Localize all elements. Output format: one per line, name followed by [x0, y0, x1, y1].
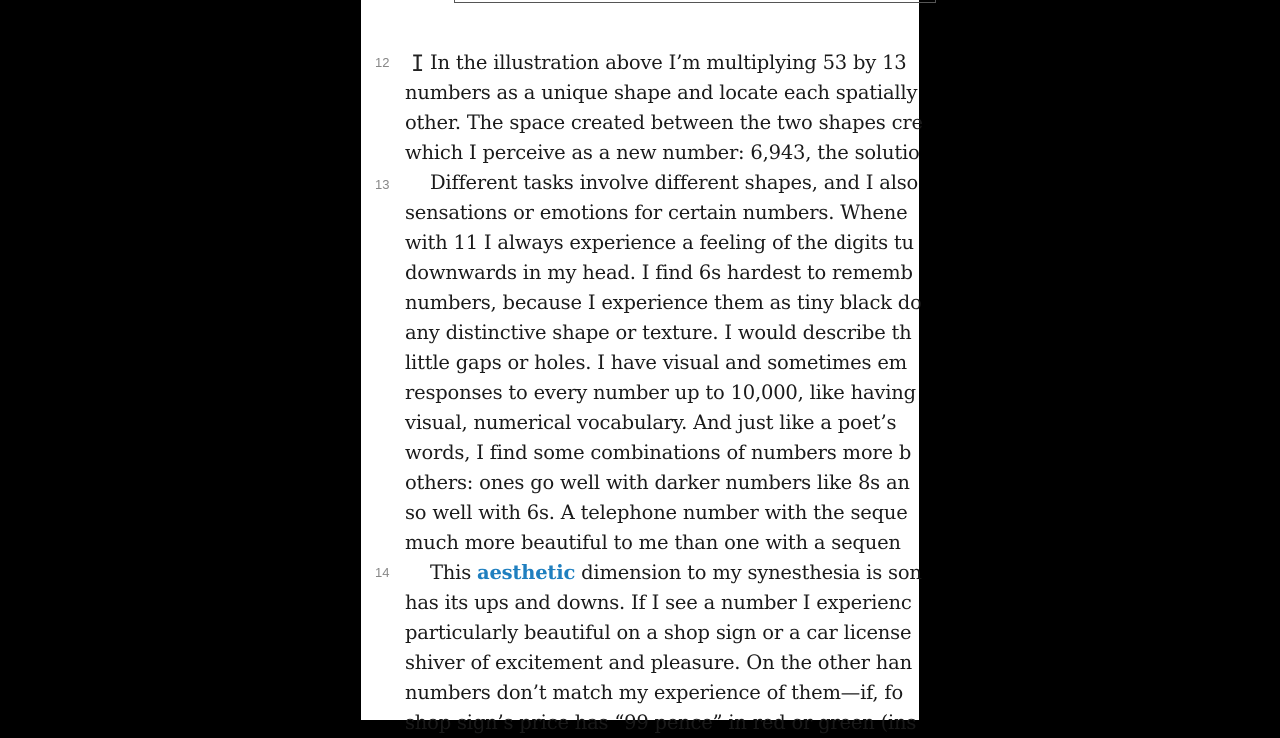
text-line: other. The space created between the two shapes cre — [405, 111, 923, 134]
text-line: has its ups and downs. If I see a number I experienc — [405, 591, 912, 614]
illustration-frame-bottom — [454, 0, 936, 3]
text-line: sensations or emotions for certain numbers. Whene — [405, 201, 908, 224]
text-line: with 11 I always experience a feeling of the digits tu — [405, 231, 914, 254]
text-line: Different tasks involve different shapes, and I also — [430, 171, 919, 194]
text-line: numbers, because I experience them as tiny black do — [405, 291, 922, 314]
text-line: little gaps or holes. I have visual and sometimes em — [405, 351, 907, 374]
text-line: In the illustration above I’m multiplying 53 by 13 — [430, 51, 907, 74]
text-line: words, I find some combinations of numbers more b — [405, 441, 912, 464]
text-segment: This — [430, 561, 478, 584]
ebook-page — [361, 0, 923, 734]
text-line: numbers as a unique shape and locate each spatially — [405, 81, 918, 104]
text-line: which I perceive as a new number: 6,943, the solutio — [405, 141, 920, 164]
text-line: any distinctive shape or texture. I would describe th — [405, 321, 912, 344]
text-line: particularly beautiful on a shop sign or a car license — [405, 621, 912, 644]
text-line — [430, 558, 922, 588]
text-line: responses to every number up to 10,000, like having — [405, 381, 916, 404]
text-line: visual, numerical vocabulary. And just like a poet’s — [405, 411, 897, 434]
paragraph-number: 13 — [375, 177, 390, 192]
text-line: much more beautiful to me than one with a sequen — [405, 531, 901, 554]
text-segment: dimension to my synesthesia is son — [575, 561, 922, 584]
text-cursor-icon: I — [411, 52, 425, 77]
paragraph-number: 12 — [375, 55, 390, 70]
text-line: so well with 6s. A telephone number with the seque — [405, 501, 908, 524]
text-line: others: ones go well with darker numbers like 8s an — [405, 471, 910, 494]
text-line: downwards in my head. I find 6s hardest to rememb — [405, 261, 913, 284]
paragraph-number: 14 — [375, 565, 390, 580]
text-line: shiver of excitement and pleasure. On the other han — [405, 651, 912, 674]
highlighted-word-link[interactable]: aesthetic — [477, 561, 576, 584]
text-line: shop sign’s price has “99 pence” in red or green (ins — [405, 711, 917, 734]
text-line: numbers don’t match my experience of them—if, fo — [405, 681, 903, 704]
